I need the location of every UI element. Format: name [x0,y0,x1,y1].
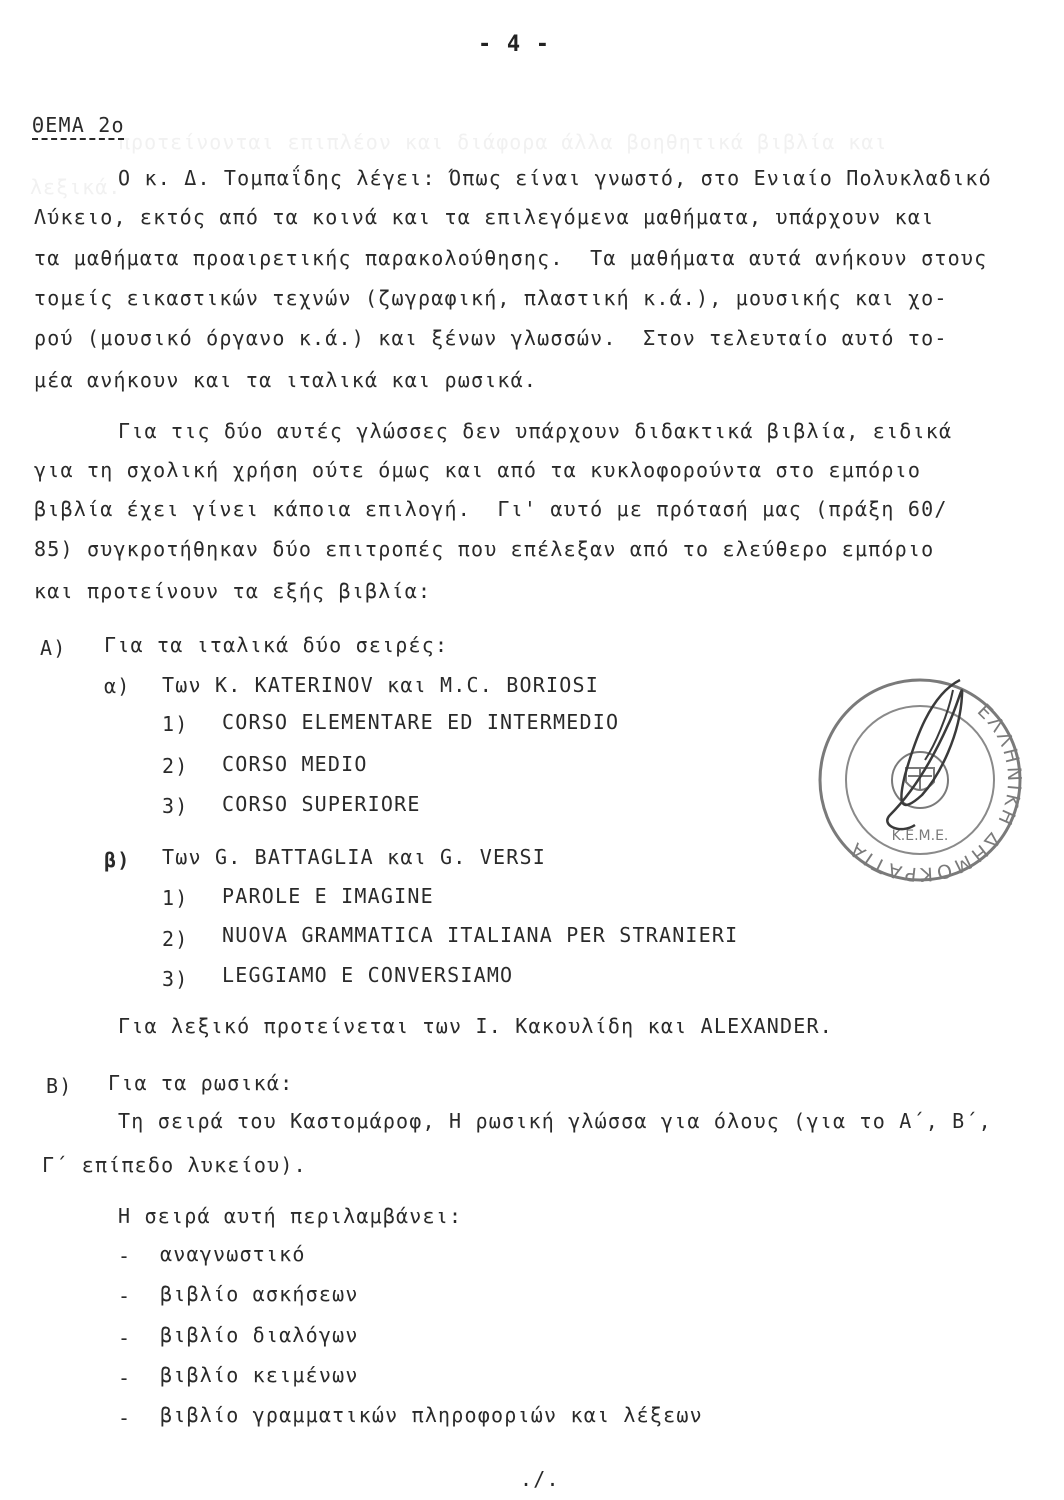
paragraph-line: και προτείνουν τα εξής βιβλία: [34,579,432,603]
russian-series-line: Γ΄ επίπεδο λυκείου). [42,1153,307,1177]
section-a-title: Για τα ιταλικά δύο σειρές: [104,633,449,657]
book-title: CORSO ELEMENTARE ED INTERMEDIO [222,710,620,734]
paragraph-line: Για τις δύο αυτές γλώσσες δεν υπάρχουν διδακτικά βιβλία, ειδικά [118,419,953,443]
continuation-mark: ./. [520,1467,560,1491]
page-number: - 4 - [478,32,551,57]
book-title: LEGGIAMO E CONVERSIAMO [222,963,514,987]
bullet-dash: - [118,1366,132,1390]
series-b-title: Των G. BATTAGLIA και G. VERSI [162,845,546,869]
bullet-dash: - [118,1284,132,1308]
paragraph-line: βιβλία έχει γίνει κάποια επιλογή. Γι' αυτό με πρότασή μας (πράξη 60/ [34,497,948,521]
bullet-dash: - [118,1326,132,1350]
bullet-dash: - [118,1406,132,1430]
intro-line: τομείς εικαστικών τεχνών (ζωγραφική, πλαστική κ.ά.), μουσικής και χο- [34,286,948,310]
book-title: NUOVA GRAMMATICA ITALIANA PER STRANIERI [222,923,739,947]
list-number: 1) [162,886,189,910]
series-contents-intro: Η σειρά αυτή περιλαμβάνει: [118,1204,463,1228]
section-b-title: Για τα ρωσικά: [108,1071,294,1095]
series-a-label: α) [104,674,131,698]
bleed-through-text: λεξικά. [30,175,122,199]
bullet-dash: - [118,1244,132,1268]
intro-line: μέα ανήκουν και τα ιταλικά και ρωσικά. [34,368,538,392]
list-number: 3) [162,794,189,818]
list-item: βιβλίο γραμματικών πληροφοριών και λέξεων [160,1403,703,1427]
stamp-outer-text: ΕΛΛΗΝΙΚΗ ΔΗΜΟΚΡΑΤΙΑ [843,699,1026,886]
series-b-label: β) [104,848,131,872]
intro-line: ρού (μουσικό όργανο κ.ά.) και ξένων γλωσσών. Στον τελευταίο αυτό το- [34,326,948,350]
list-number: 2) [162,754,189,778]
paragraph-line: για τη σχολική χρήση ούτε όμως και από τα κυκλοφορούντα στο εμπόριο [34,458,922,482]
list-item: βιβλίο ασκήσεων [160,1282,359,1306]
section-heading: ΘΕΜΑ 2ο [32,113,125,137]
stamp-bottom-text: Κ.Ε.Μ.Ε. [891,828,949,844]
book-title: CORSO SUPERIORE [222,792,421,816]
intro-line: Λύκειο, εκτός από τα κοινά και τα επιλεγόμενα μαθήματα, υπάρχουν και [34,205,935,229]
russian-series-line: Τη σειρά του Καστομάροφ, Η ρωσική γλώσσα για όλους (για το Α΄, Β΄, [118,1109,992,1133]
list-number: 1) [162,712,189,736]
section-b-label: Β) [46,1074,73,1098]
list-item: αναγνωστικό [160,1242,306,1266]
paragraph-line: 85) συγκροτήθηκαν δύο επιτροπές που επέλεξαν από το ελεύθερο εμπόριο [34,537,935,561]
dictionary-line: Για λεξικό προτείνεται των Ι. Κακουλίδη και ALEXANDER. [118,1014,834,1038]
intro-line: τα μαθήματα προαιρετικής παρακολούθησης. Τα μαθήματα αυτά ανήκουν στους [34,246,988,270]
list-number: 2) [162,927,189,951]
section-a-label: Α) [40,636,67,660]
list-item: βιβλίο κειμένων [160,1363,359,1387]
list-item: βιβλίο διαλόγων [160,1323,359,1347]
book-title: PAROLE E IMAGINE [222,884,434,908]
book-title: CORSO MEDIO [222,752,368,776]
list-number: 3) [162,967,189,991]
intro-line: Ο κ. Δ. Τομπαΐδης λέγει: Όπως είναι γνωστό, στο Ενιαίο Πολυκλαδικό [118,166,992,190]
series-a-title: Των K. KATERINOV και M.C. BORIOSI [162,673,599,697]
bleed-through-text: προτείνονται επιπλέον και διάφορα άλλα βοηθητικά βιβλία και [118,130,888,154]
official-stamp [810,665,1030,915]
